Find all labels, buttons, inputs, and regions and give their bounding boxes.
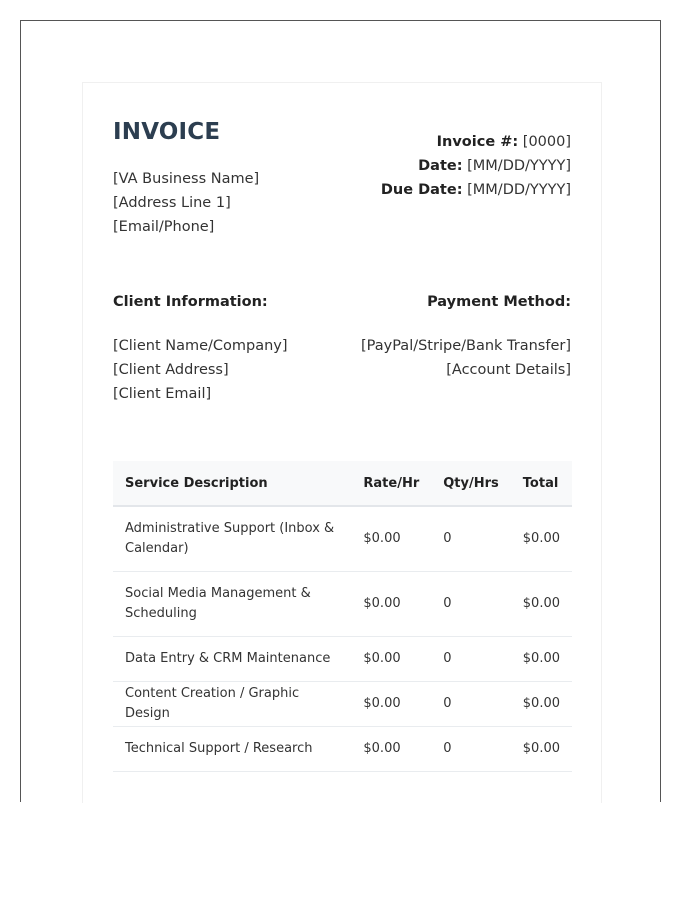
invoice-number-value: [0000] xyxy=(522,134,571,150)
row-description: Technical Support / Research xyxy=(113,727,351,772)
table-row xyxy=(113,682,572,727)
client-address: [Client Address] xyxy=(113,362,229,378)
invoice-number-label: Invoice #: xyxy=(436,134,519,150)
row-rate: $0.00 xyxy=(351,727,431,772)
invoice-sheet xyxy=(82,82,602,803)
row-rate: $0.00 xyxy=(351,637,431,682)
business-info xyxy=(113,167,259,239)
header-total: Total xyxy=(511,461,572,506)
row-qty: 0 xyxy=(431,506,511,572)
row-qty: 0 xyxy=(431,682,511,727)
invoice-date-line xyxy=(381,154,571,178)
row-description: Social Media Management & Scheduling xyxy=(113,572,351,637)
invoice-number-line xyxy=(381,130,571,154)
row-description: Administrative Support (Inbox & Calendar) xyxy=(113,506,351,572)
payment-info xyxy=(361,334,571,382)
business-address: [Address Line 1] xyxy=(113,195,231,211)
invoice-due-value: [MM/DD/YYYY] xyxy=(467,182,571,198)
row-total: $0.00 xyxy=(511,572,572,637)
row-description: Data Entry & CRM Maintenance xyxy=(113,637,351,682)
row-qty: 0 xyxy=(431,727,511,772)
row-description: Content Creation / Graphic Design xyxy=(113,682,351,727)
client-info xyxy=(113,334,288,406)
payment-heading: Payment Method: xyxy=(427,294,571,310)
row-rate: $0.00 xyxy=(351,506,431,572)
invoice-due-label: Due Date: xyxy=(380,182,463,198)
header-qty: Qty/Hrs xyxy=(431,461,511,506)
payment-method: [PayPal/Stripe/Bank Transfer] xyxy=(361,338,571,354)
table-row xyxy=(113,506,572,572)
row-qty: 0 xyxy=(431,637,511,682)
row-total: $0.00 xyxy=(511,506,572,572)
row-rate: $0.00 xyxy=(351,572,431,637)
invoice-meta xyxy=(381,130,571,202)
services-table xyxy=(113,461,572,772)
row-rate: $0.00 xyxy=(351,682,431,727)
invoice-title: INVOICE xyxy=(113,119,221,145)
business-contact: [Email/Phone] xyxy=(113,219,215,235)
invoice-due-line xyxy=(381,178,571,202)
row-total: $0.00 xyxy=(511,637,572,682)
invoice-date-value: [MM/DD/YYYY] xyxy=(467,158,571,174)
client-name: [Client Name/Company] xyxy=(113,338,288,354)
client-email: [Client Email] xyxy=(113,386,212,402)
row-total: $0.00 xyxy=(511,682,572,727)
table-row xyxy=(113,727,572,772)
header-service-description: Service Description xyxy=(113,461,351,506)
row-total: $0.00 xyxy=(511,727,572,772)
table-row xyxy=(113,572,572,637)
header-rate: Rate/Hr xyxy=(351,461,431,506)
page-frame xyxy=(20,20,661,802)
row-qty: 0 xyxy=(431,572,511,637)
invoice-date-label: Date: xyxy=(418,158,463,174)
table-header-row xyxy=(113,461,572,506)
client-heading: Client Information: xyxy=(113,294,268,310)
table-row xyxy=(113,637,572,682)
business-name: [VA Business Name] xyxy=(113,171,260,187)
payment-account: [Account Details] xyxy=(446,362,571,378)
